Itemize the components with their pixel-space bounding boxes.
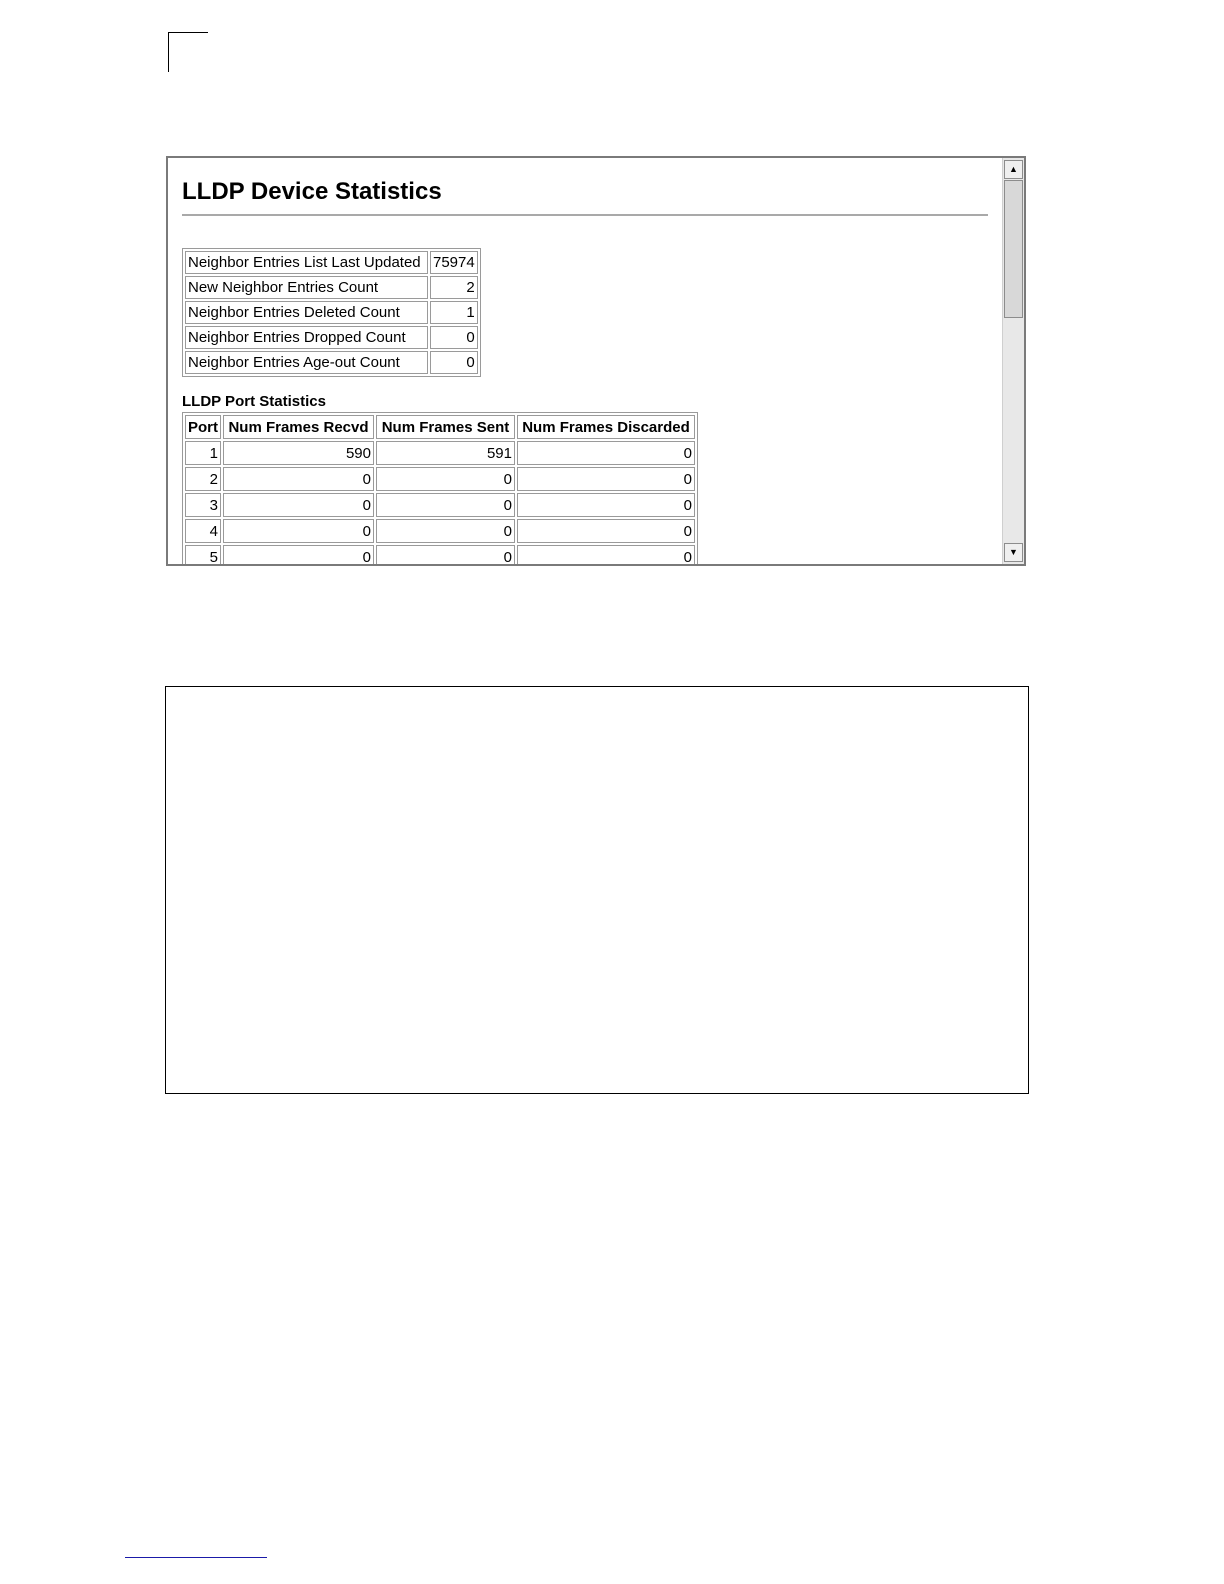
- cell-port: 2: [185, 467, 221, 491]
- scroll-down-button[interactable]: [1004, 543, 1023, 562]
- page-title: LLDP Device Statistics: [182, 178, 442, 205]
- table-row: [185, 351, 478, 374]
- table-row: [185, 519, 695, 543]
- arrow-up-icon: ▲: [1009, 164, 1018, 174]
- stat-label: Neighbor Entries Dropped Count: [185, 326, 428, 349]
- cell-frames-recvd: 0: [223, 467, 374, 491]
- cell-frames-sent: 0: [376, 467, 515, 491]
- column-header-frames-discarded: Num Frames Discarded: [517, 415, 695, 439]
- cell-frames-discarded: 0: [517, 441, 695, 465]
- port-statistics-table: [182, 412, 698, 564]
- arrow-down-icon: ▼: [1009, 547, 1018, 557]
- stat-value: 0: [430, 351, 478, 374]
- cell-port: 1: [185, 441, 221, 465]
- table-row: [185, 493, 695, 517]
- column-header-frames-recvd: Num Frames Recvd: [223, 415, 374, 439]
- cell-frames-discarded: 0: [517, 545, 695, 564]
- table-row: [185, 251, 478, 274]
- cell-frames-sent: 0: [376, 519, 515, 543]
- cell-port: 5: [185, 545, 221, 564]
- stat-value: 2: [430, 276, 478, 299]
- cell-port: 4: [185, 519, 221, 543]
- table-row: [185, 441, 695, 465]
- cell-frames-discarded: 0: [517, 493, 695, 517]
- screenshot-frame: [166, 156, 1026, 566]
- cell-frames-sent: 0: [376, 493, 515, 517]
- table-header-row: [185, 415, 695, 439]
- column-header-frames-sent: Num Frames Sent: [376, 415, 515, 439]
- table-row: [185, 545, 695, 564]
- port-statistics-heading: LLDP Port Statistics: [182, 393, 326, 410]
- cell-frames-recvd: 0: [223, 519, 374, 543]
- cell-frames-discarded: 0: [517, 519, 695, 543]
- cell-frames-recvd: 0: [223, 493, 374, 517]
- stat-label: Neighbor Entries List Last Updated: [185, 251, 428, 274]
- footer-rule: [125, 1557, 267, 1558]
- stat-label: Neighbor Entries Deleted Count: [185, 301, 428, 324]
- crop-mark-vertical: [168, 32, 169, 72]
- scrollbar-thumb[interactable]: [1004, 180, 1023, 318]
- scroll-up-button[interactable]: [1004, 160, 1023, 179]
- column-header-port: Port: [185, 415, 221, 439]
- cell-frames-sent: 0: [376, 545, 515, 564]
- stat-label: New Neighbor Entries Count: [185, 276, 428, 299]
- table-row: [185, 467, 695, 491]
- cell-port: 3: [185, 493, 221, 517]
- cell-frames-recvd: 0: [223, 545, 374, 564]
- page-content: [168, 158, 998, 564]
- stat-value: 75974: [430, 251, 478, 274]
- stat-label: Neighbor Entries Age-out Count: [185, 351, 428, 374]
- stat-value: 1: [430, 301, 478, 324]
- stat-value: 0: [430, 326, 478, 349]
- crop-mark-horizontal: [168, 32, 208, 33]
- empty-frame: [165, 686, 1029, 1094]
- vertical-scrollbar[interactable]: [1002, 158, 1024, 564]
- table-row: [185, 276, 478, 299]
- cell-frames-recvd: 590: [223, 441, 374, 465]
- title-divider: [182, 214, 988, 216]
- table-row: [185, 326, 478, 349]
- table-row: [185, 301, 478, 324]
- cell-frames-discarded: 0: [517, 467, 695, 491]
- device-statistics-table: [182, 248, 481, 377]
- cell-frames-sent: 591: [376, 441, 515, 465]
